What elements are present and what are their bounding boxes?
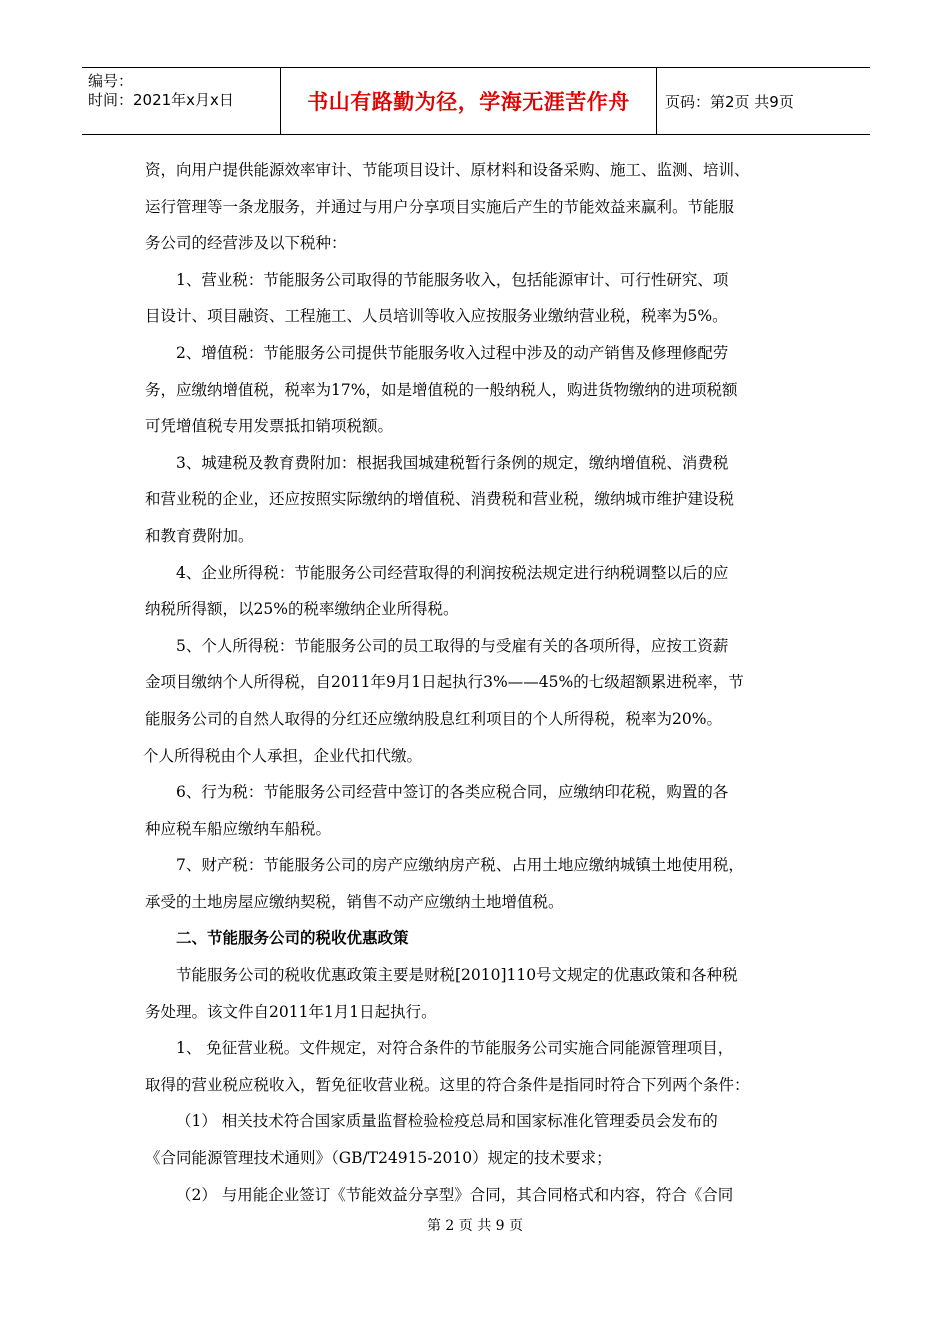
body-line: （1） 相关技术符合国家质量监督检验检疫总局和国家标准化管理委员会发布的	[176, 1112, 718, 1131]
body-line: 和教育费附加。	[145, 526, 254, 545]
body-line: 6、行为税：节能服务公司经营中签订的各类应税合同，应缴纳印花税，购置的各	[176, 783, 729, 802]
body-line: （2） 与用能企业签订《节能效益分享型》合同，其合同格式和内容，符合《合同	[176, 1185, 734, 1204]
body-line: 取得的营业税应税收入，暂免征收营业税。这里的符合条件是指同时符合下列两个条件：	[145, 1075, 750, 1094]
body-line: 2、增值税：节能服务公司提供节能服务收入过程中涉及的动产销售及修理修配劳	[176, 343, 729, 362]
document-number-label: 编号：	[88, 72, 134, 90]
body-line: 可凭增值税专用发票抵扣销项税额。	[145, 417, 394, 436]
body-line: 务，应缴纳增值税，税率为17%，如是增值税的一般纳税人，购进货物缴纳的进项税额	[145, 380, 738, 399]
body-line: 1、 免征营业税。文件规定，对符合条件的节能服务公司实施合同能源管理项目，	[176, 1039, 734, 1058]
document-body	[145, 152, 813, 1213]
header-motto: 书山有路勤为径，学海无涯苦作舟	[281, 68, 657, 134]
body-line: 纳税所得额，以25%的税率缴纳企业所得税。	[145, 600, 459, 619]
page-header	[82, 67, 870, 135]
body-line: 个人所得税由个人承担，企业代扣代缴。	[143, 746, 423, 765]
body-line: 和营业税的企业，还应按照实际缴纳的增值税、消费税和营业税，缴纳城市维护建设税	[145, 490, 735, 509]
body-line: 金项目缴纳个人所得税，自2011年9月1日起执行3%——45%的七级超额累进税率，节	[145, 673, 744, 692]
body-line: 目设计、项目融资、工程施工、人员培训等收入应按服务业缴纳营业税，税率为5%。	[145, 307, 728, 326]
page-footer: 第 2 页 共 9 页	[426, 1218, 524, 1234]
header-meta-cell	[82, 68, 281, 134]
body-line: 资，向用户提供能源效率审计、节能项目设计、原材料和设备采购、施工、监测、培训、	[145, 161, 750, 179]
body-line: 种应税车船应缴纳车船税。	[145, 819, 332, 838]
body-line: 承受的土地房屋应缴纳契税，销售不动产应缴纳土地增值税。	[145, 892, 564, 911]
body-line: 《合同能源管理技术通则》（GB/T24915-2010）规定的技术要求；	[145, 1149, 612, 1168]
body-line: 7、财产税：节能服务公司的房产应缴纳房产税、占用土地应缴纳城镇土地使用税，	[176, 856, 744, 875]
body-line: 1、营业税：节能服务公司取得的节能服务收入，包括能源审计、可行性研究、项	[176, 270, 729, 289]
document-time-label: 时间：2021年x月x日	[88, 91, 234, 109]
body-line: 3、城建税及教育费附加：根据我国城建税暂行条例的规定，缴纳增值税、消费税	[176, 453, 729, 472]
body-line: 运行管理等一条龙服务，并通过与用户分享项目实施后产生的节能效益来赢利。节能服	[145, 197, 735, 216]
body-line: 务公司的经营涉及以下税种：	[145, 234, 347, 253]
body-line: 节能服务公司的税收优惠政策主要是财税[2010]110号文规定的优惠政策和各种税	[176, 966, 738, 985]
body-line: 4、企业所得税：节能服务公司经营取得的利润按税法规定进行纳税调整以后的应	[176, 563, 729, 582]
body-line: 能服务公司的自然人取得的分红还应缴纳股息红利项目的个人所得税，税率为20%。	[145, 709, 722, 728]
header-page-number: 页码：第2页 共9页	[665, 92, 794, 111]
body-line: 5、个人所得税：节能服务公司的员工取得的与受雇有关的各项所得，应按工资薪	[176, 636, 729, 655]
section-heading: 二、节能服务公司的税收优惠政策	[176, 929, 409, 948]
body-line: 务处理。该文件自2011年1月1日起执行。	[145, 1002, 437, 1021]
